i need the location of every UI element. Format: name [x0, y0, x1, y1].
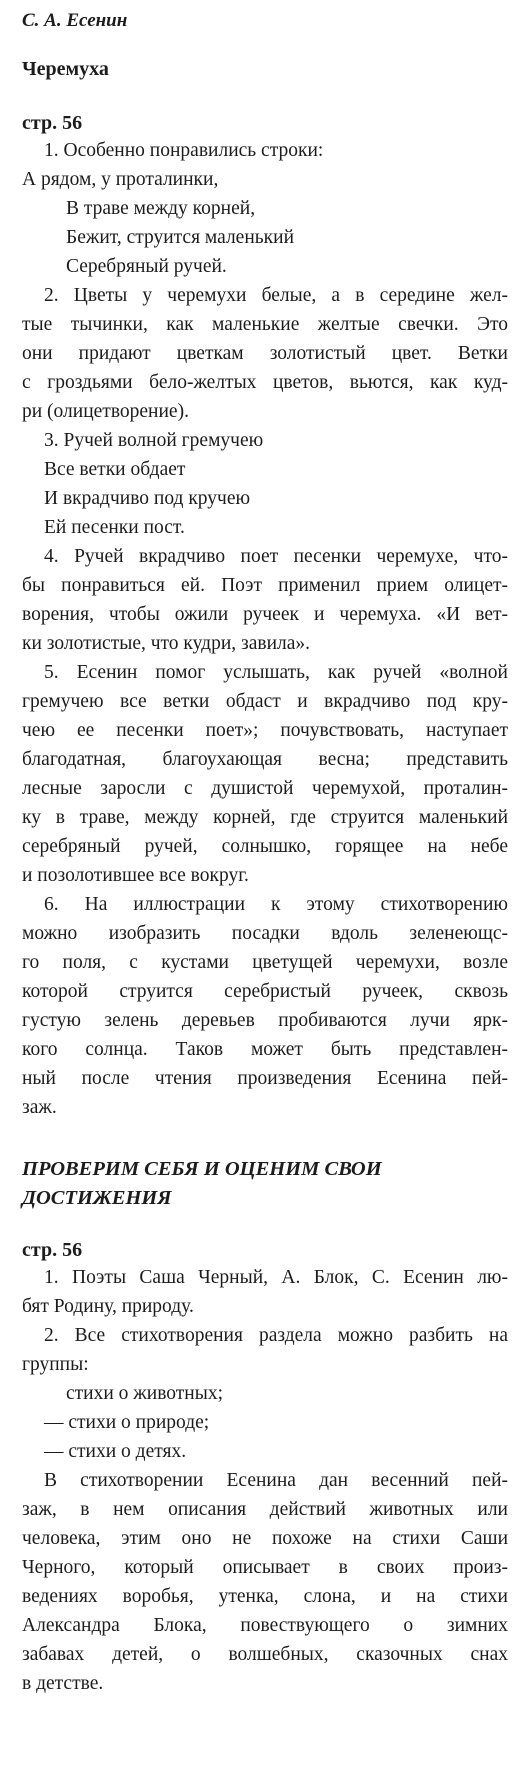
answer-line: серебряный ручей, солнышко, горящее на небе: [22, 836, 508, 857]
answer-line: чею ее песенки поет»; почувствовать, наступает: [22, 720, 508, 741]
answer-line: человека, этим оно не похоже на стихи Саши: [22, 1528, 508, 1549]
answer-line: благодатная, благоухающая весна; представить: [22, 749, 508, 770]
answers-section-1: [22, 136, 508, 1122]
answer-line: которой струится серебристый ручеек, сквозь: [22, 981, 508, 1002]
answer-line: и позолотившее все вокруг.: [22, 865, 249, 886]
list-item: — стихи о природе;: [44, 1412, 210, 1433]
section-spacer: [22, 1213, 508, 1237]
answer-line: 2. Цветы у черемухи белые, а в середине жел-: [44, 285, 508, 306]
answer-line: гремучею все ветки обдаст и вкрадчиво под кру-: [22, 691, 508, 712]
answer-line: тые тычинки, как маленькие желтые свечки. Это: [22, 314, 508, 335]
answer-line: заж.: [22, 1097, 57, 1118]
section-spacer: [22, 1122, 508, 1155]
running-head-author: С. А. Есенин: [22, 10, 128, 31]
list-item: — стихи о детях.: [44, 1441, 187, 1462]
answer-line: 1. Поэты Саша Черный, А. Блок, С. Есенин лю-: [44, 1267, 508, 1288]
verse-line: Ей песенки пост.: [44, 517, 185, 538]
answer-line: забавах детей, о волшебных, сказочных снах: [22, 1644, 508, 1665]
verse-line: А рядом, у проталинки,: [22, 169, 219, 190]
answer-line: группы:: [22, 1354, 89, 1375]
verse-line: Серебряный ручей.: [66, 256, 227, 277]
answer-line: 2. Все стихотворения раздела можно разбить на: [44, 1325, 508, 1346]
answer-line: ворения, чтобы ожили ручеек и черемуха. «И вет-: [22, 604, 508, 625]
answer-line: в детстве.: [22, 1673, 104, 1694]
answer-line: 5. Есенин помог услышать, как ручей «волной: [44, 662, 508, 683]
answer-line: бят Родину, природу.: [22, 1296, 194, 1317]
verse-line: 3. Ручей волной гремучею: [44, 430, 264, 451]
verse-line: Все ветки обдает: [44, 459, 186, 480]
answer-line: ки золотистые, что кудри, завила».: [22, 633, 311, 654]
answer-line: В стихотворении Есенина дан весенний пей-: [44, 1470, 508, 1491]
answers-section-2: [22, 1263, 508, 1698]
answer-line: ведениях воробья, утенка, слона, и на стихи: [22, 1586, 508, 1607]
answer-line: можно изобразить посадки вдоль зеленеющс-: [22, 923, 508, 944]
answer-line: 4. Ручей вкрадчиво поет песенки черемухе, что-: [44, 546, 508, 567]
answer-line: 1. Особенно понравились строки:: [44, 140, 324, 161]
answer-line: бы понравиться ей. Поэт применил прием олицет-: [22, 575, 508, 596]
verse-line: В траве между корней,: [66, 198, 256, 219]
answer-line: лесные заросли с душистой черемухой, проталин-: [22, 778, 508, 799]
poem-title: Черемуха: [22, 58, 109, 80]
answer-line: ный после чтения произведения Есенина пей-: [22, 1068, 508, 1089]
answer-line: ку в траве, между корней, где струится маленький: [22, 807, 508, 828]
answer-line: Александра Блока, повествующего о зимних: [22, 1615, 508, 1636]
verse-line: И вкрадчиво под кручею: [44, 488, 251, 509]
verse-line: Бежит, струится маленький: [66, 227, 295, 248]
answer-line: заж, в нем описания действий животных или: [22, 1499, 508, 1520]
answer-line: Черного, который описывает в своих произ-: [22, 1557, 508, 1578]
answer-line: 6. На иллюстрации к этому стихотворению: [44, 894, 508, 915]
page-reference: стр. 56: [22, 1239, 83, 1261]
page-reference: стр. 56: [22, 112, 83, 134]
answer-line: они придают цветкам золотистый цвет. Ветки: [22, 343, 508, 364]
list-item: стихи о животных;: [66, 1383, 223, 1404]
section-heading: [22, 1155, 508, 1213]
answer-line: го поля, с кустами цветущей черемухи, возле: [22, 952, 508, 973]
section-heading-line: ДОСТИЖЕНИЯ: [22, 1187, 172, 1209]
answer-line: кого солнца. Таков может быть представлен-: [22, 1039, 508, 1060]
answer-line: густую зелень деревьев пробиваются лучи ярк-: [22, 1010, 508, 1031]
answer-line: с гроздьями бело-желтых цветов, вьются, как куд-: [22, 372, 508, 393]
section-heading-line: ПРОВЕРИМ СЕБЯ И ОЦЕНИМ СВОИ: [22, 1158, 382, 1180]
answer-line: ри (олицетворение).: [22, 401, 189, 422]
